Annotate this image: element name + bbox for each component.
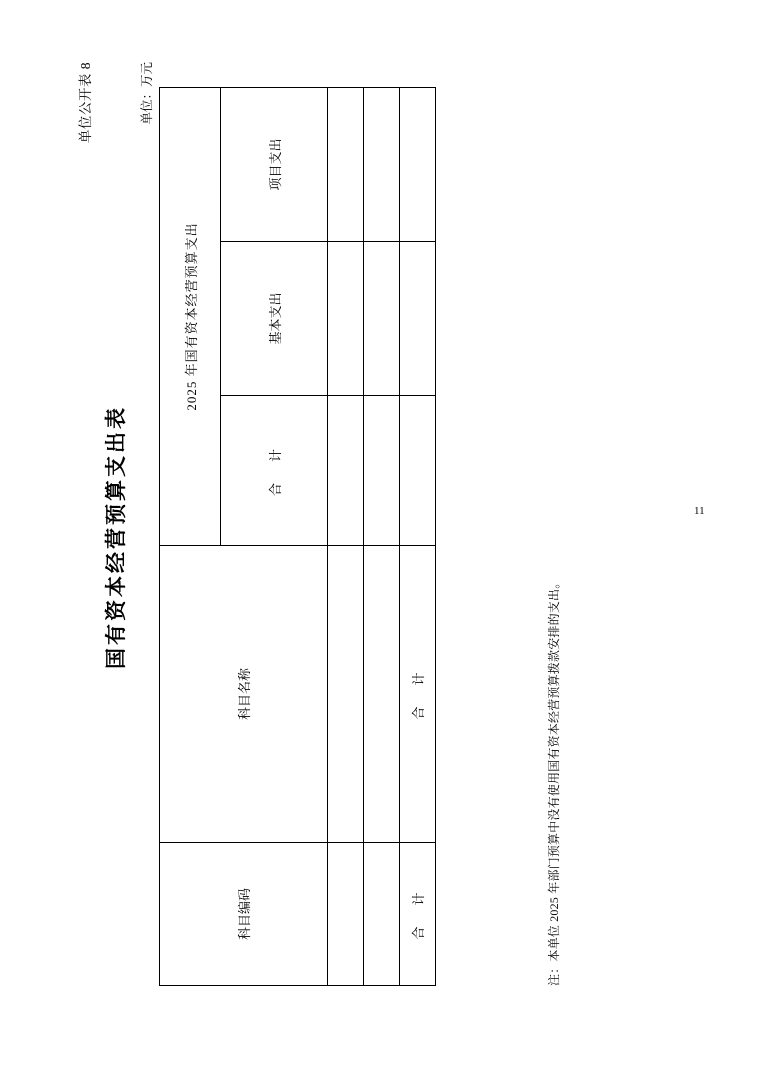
cell-sum [364,396,400,546]
header-sum: 合 计 [221,396,328,546]
unit-label: 单位：万元 [140,62,154,125]
cell-total-basic [400,242,436,396]
header-project-expenditure: 项目支出 [221,87,328,241]
cell-basic [328,242,364,396]
header-basic-expenditure: 基本支出 [221,242,328,396]
table-header-row-1 [160,87,221,985]
table-row [364,87,400,985]
page-number: 11 [694,505,705,517]
budget-table [159,87,436,986]
cell-sum [328,396,364,546]
form-number-label: 单位公开表 8 [78,62,93,144]
cell-code [364,843,400,986]
header-group-expenditure: 2025 年国有资本经营预算支出 [160,87,221,545]
cell-project [364,87,400,241]
header-code: 科目编码 [160,843,328,986]
page-title: 国有资本经营预算支出表 [104,405,128,669]
cell-total-label: 合 计 [400,843,436,986]
cell-name [328,546,364,843]
header-name: 科目名称 [160,546,328,843]
table-total-row [400,87,436,985]
cell-project [328,87,364,241]
cell-total-sum [400,396,436,546]
cell-total-name: 合 计 [400,546,436,843]
cell-name [364,546,400,843]
cell-basic [364,242,400,396]
footnote: 注：本单位 2025 年部门预算中没有使用国有资本经营预算拨款安排的支出。 [547,576,561,986]
cell-total-project [400,87,436,241]
table-row [328,87,364,985]
cell-code [328,843,364,986]
